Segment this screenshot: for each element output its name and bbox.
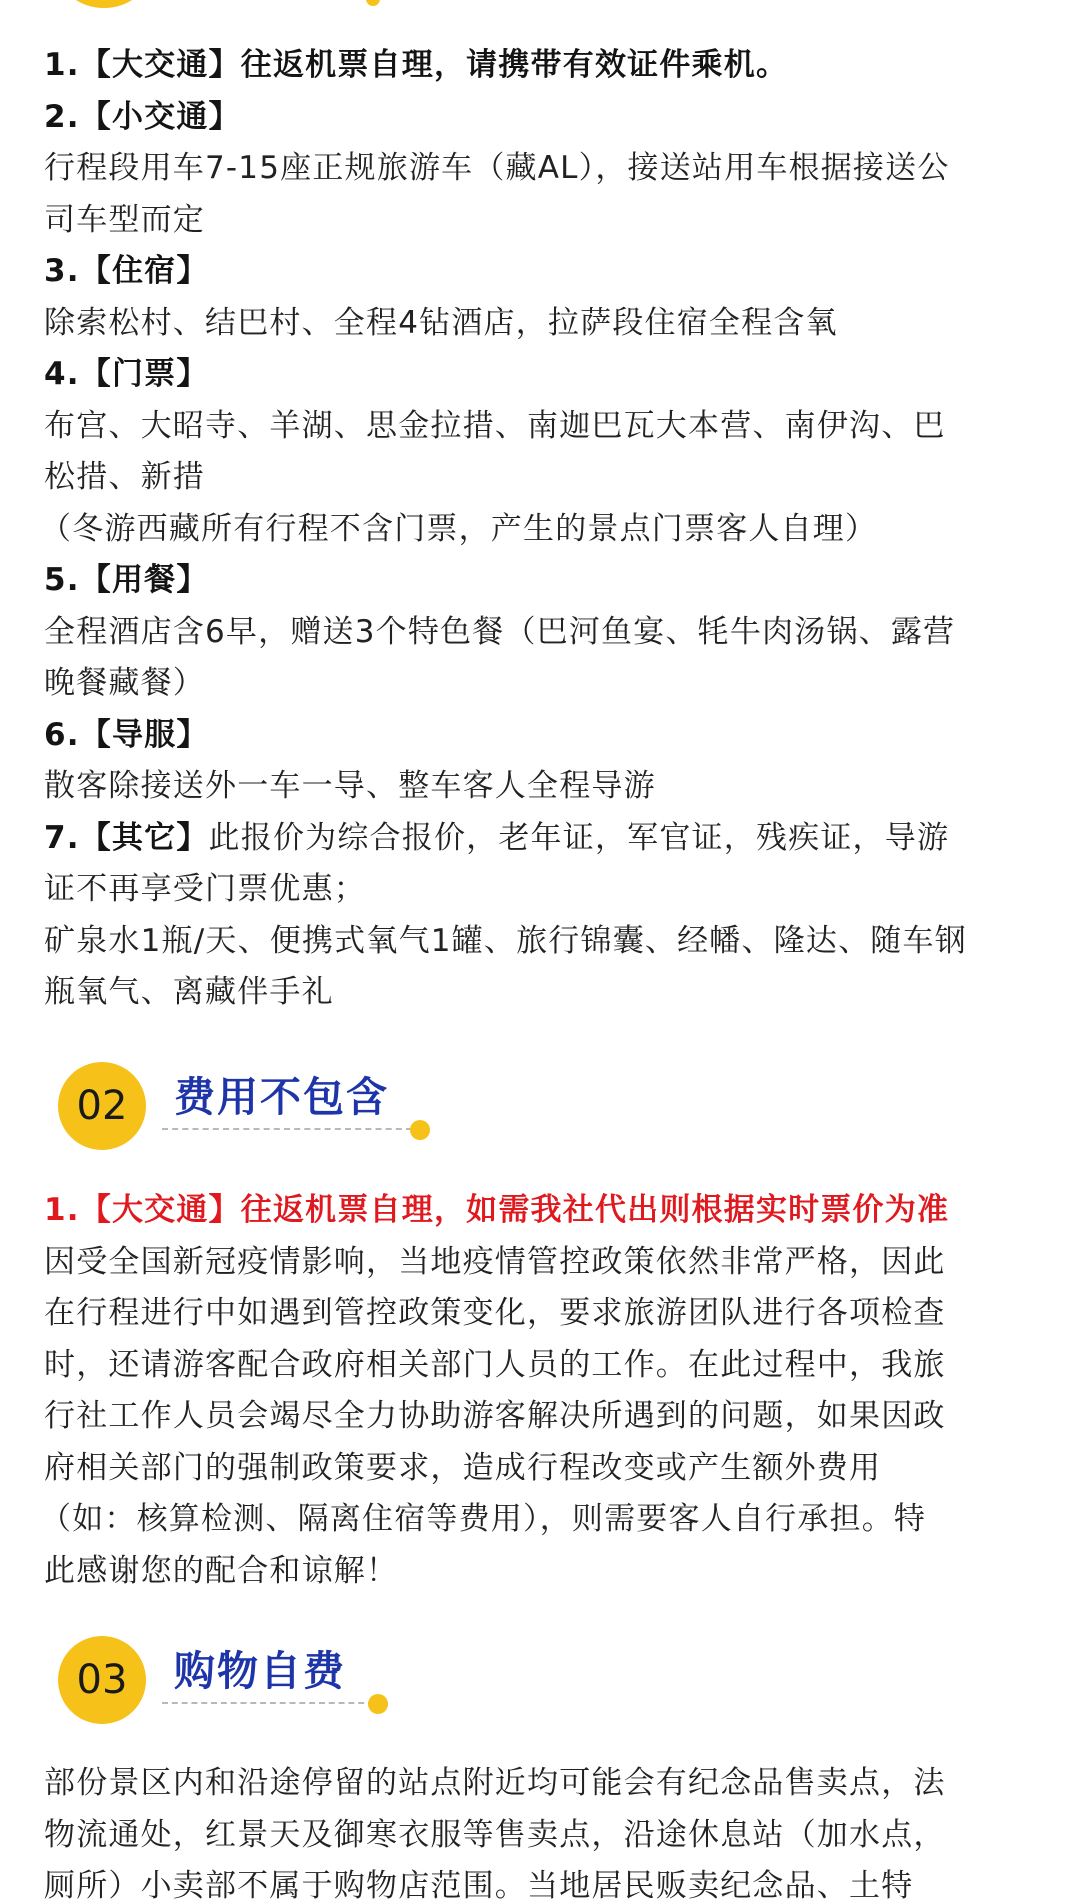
included-item-guide: 6.【导服】: [44, 716, 209, 753]
not-included-item-transport: 1.【大交通】往返机票自理，如需我社代出则根据实时票价为准: [44, 1192, 950, 1228]
title-underline-dot: [410, 1120, 430, 1140]
included-other-text: 此报价为综合报价，老年证，军官证，残疾证，导游: [208, 819, 950, 856]
included-note: （冬游西藏所有行程不含门票，产生的景点门票客人自理）: [40, 510, 878, 547]
not-included-text: 府相关部门的强制政策要求，造成行程改变或产生额外费用: [44, 1449, 882, 1486]
not-included-text: 行社工作人员会竭尽全力协助游客解决所遇到的问题，如果因政: [44, 1398, 946, 1434]
included-text: 全程酒店含6早，赠送3个特色餐（巴河鱼宴、牦牛肉汤锅、露营: [44, 613, 956, 650]
section-number-circle-partial: [60, 0, 148, 8]
section-title: 费用不包含: [174, 1073, 389, 1121]
not-included-text: 在行程进行中如遇到管控政策变化，要求旅游团队进行各项检查: [44, 1295, 946, 1331]
section-title: 购物自费: [174, 1647, 346, 1695]
included-item-tickets: 4.【门票】: [44, 356, 209, 392]
included-text: 瓶氧气、离藏伴手礼: [44, 974, 334, 1010]
section-header-not-included: [58, 1062, 478, 1152]
included-text: 矿泉水1瓶/天、便携式氧气1罐、旅行锦囊、经幡、隆达、随车钢: [44, 922, 967, 959]
included-item-local-transport: 2.【小交通】: [44, 98, 241, 135]
not-included-costs-list: [40, 1185, 1036, 1597]
section-number-badge: 03: [58, 1636, 146, 1724]
included-text: 晚餐藏餐）: [44, 665, 205, 701]
shopping-info-text: [44, 1758, 1036, 1904]
not-included-text: 因受全国新冠疫情影响，当地疫情管控政策依然非常严格，因此: [44, 1243, 946, 1280]
section-number-badge: 02: [58, 1062, 146, 1150]
included-other-label: 7.【其它】: [44, 819, 209, 856]
shopping-text: 部份景区内和沿途停留的站点附近均可能会有纪念品售卖点，法: [44, 1765, 946, 1801]
included-item-other: [44, 813, 1036, 865]
included-text: 散客除接送外一车一导、整车客人全程导游: [44, 768, 656, 804]
included-text: 布宫、大昭寺、羊湖、思金拉措、南迦巴瓦大本营、南伊沟、巴: [44, 407, 946, 444]
title-underline-dot: [368, 1694, 388, 1714]
included-text: 松措、新措: [44, 459, 205, 495]
included-item-transport: 1.【大交通】往返机票自理，请携带有效证件乘机。: [44, 47, 789, 83]
included-item-lodging: 3.【住宿】: [44, 253, 209, 289]
shopping-text: 物流通处，红景天及御寒衣服等售卖点，沿途休息站（加水点，: [44, 1816, 946, 1853]
shopping-text: 厕所）小卖部不属于购物店范围。当地居民贩卖纪念品、土特: [44, 1868, 914, 1904]
included-item-meals: 5.【用餐】: [44, 562, 209, 598]
title-underline: [162, 1702, 374, 1704]
included-text: 除索松村、结巴村、全程4钻酒店，拉萨段住宿全程含氧: [44, 304, 838, 341]
included-text: 司车型而定: [44, 201, 205, 238]
not-included-text: （如：核算检测、隔离住宿等费用），则需要客人自行承担。特: [40, 1501, 927, 1537]
included-text: 证不再享受门票优惠；: [44, 871, 366, 907]
not-included-text: 此感谢您的配合和谅解！: [44, 1552, 399, 1589]
included-text: 行程段用车7-15座正规旅游车（藏AL），接送站用车根据接送公: [44, 150, 950, 186]
title-underline-dot-partial: [366, 0, 380, 6]
included-costs-list: [40, 40, 1036, 1019]
not-included-text: 时，还请游客配合政府相关部门人员的工作。在此过程中，我旅: [44, 1346, 946, 1383]
title-underline: [162, 1128, 412, 1130]
section-header-shopping: [58, 1636, 478, 1726]
